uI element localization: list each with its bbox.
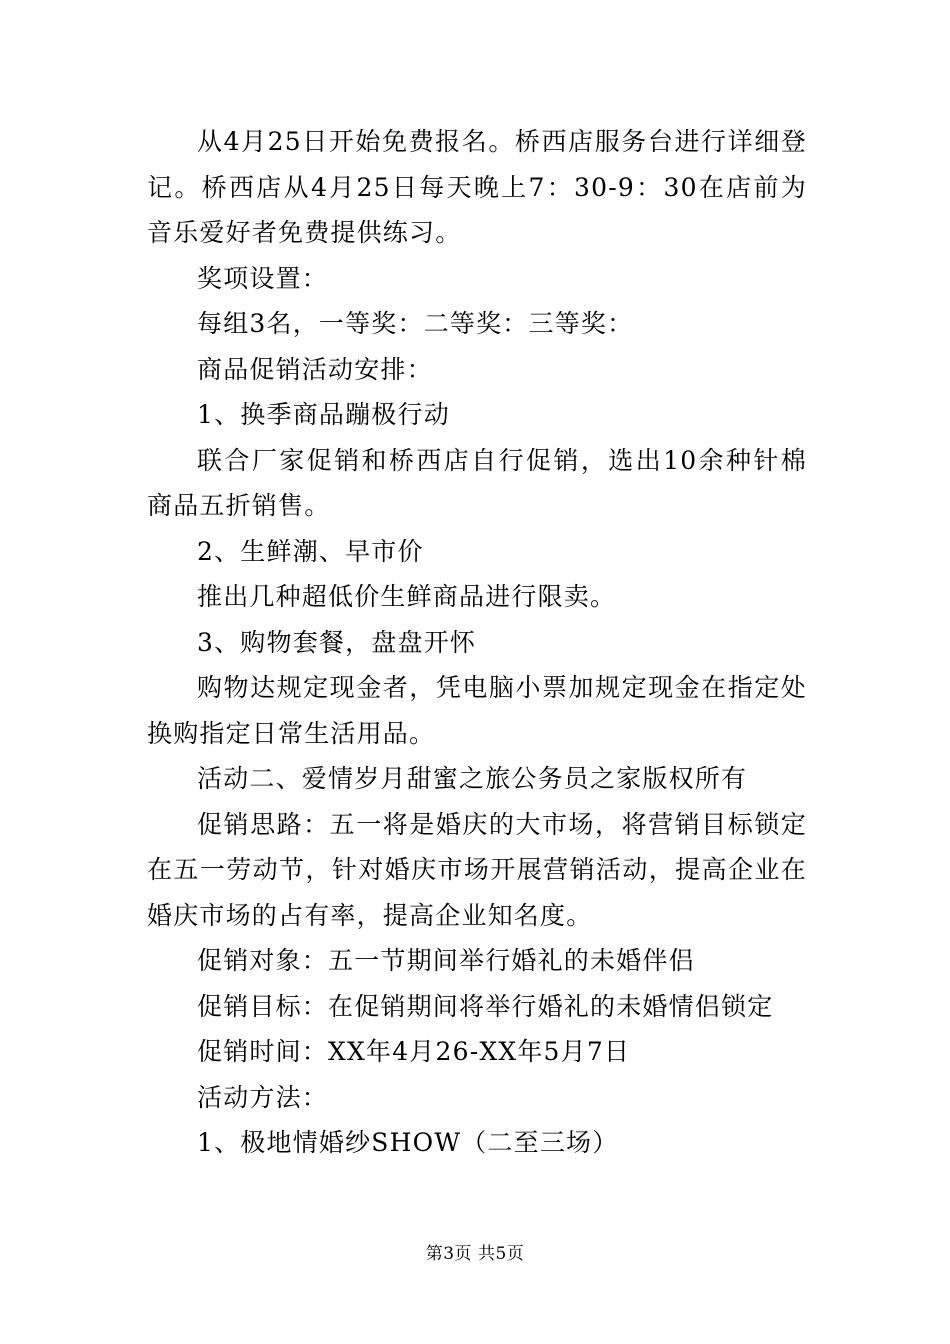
paragraph-item-1-detail: 联合厂家促销和桥西店自行促销，选出10余种针棉商品五折销售。 [147, 445, 807, 520]
paragraph-target-audience: 促销对象：五一节期间举行婚礼的未婚伴侣 [197, 946, 695, 975]
document-body [147, 119, 807, 1166]
paragraph-strategy: 促销思路：五一将是婚庆的大市场，将营销目标锁定在五一劳动节，针对婚庆市场开展营销活动，提高企业在婚庆市场的占有率，提高企业知名度。 [147, 809, 807, 930]
paragraph-goal: 促销目标：在促销期间将举行婚礼的未婚情侣锁定 [197, 991, 774, 1021]
paragraph-item-2: 2、生鲜潮、早市价 [197, 536, 424, 566]
paragraph-item-3: 3、购物套餐，盘盘开怀 [197, 627, 477, 657]
paragraph-award-detail: 每组3名，一等奖：二等奖：三等奖： [197, 309, 634, 338]
paragraph-promotion-heading: 商品促销活动安排： [197, 354, 433, 384]
paragraph-method-heading: 活动方法： [197, 1082, 329, 1112]
paragraph-award-heading: 奖项设置： [197, 263, 329, 293]
paragraph-registration: 从4月25日开始免费报名。桥西店服务台进行详细登记。桥西店从4月25日每天晚上7：30-9：30在店前为音乐爱好者免费提供练习。 [147, 127, 807, 247]
paragraph-item-1: 1、换季商品蹦极行动 [197, 400, 450, 429]
page-number-footer: 第3页 共5页 [425, 1244, 525, 1264]
paragraph-item-3-detail: 购物达规定现金者，凭电脑小票加规定现金在指定处换购指定日常生活用品。 [147, 673, 807, 748]
paragraph-activity-2: 活动二、爱情岁月甜蜜之旅公务员之家版权所有 [197, 764, 748, 793]
paragraph-time: 促销时间：XX年4月26-XX年5月7日 [197, 1037, 631, 1066]
paragraph-item-2-detail: 推出几种超低价生鲜商品进行限卖。 [197, 582, 617, 611]
paragraph-method-1: 1、极地情婚纱SHOW（二至三场） [197, 1128, 619, 1157]
